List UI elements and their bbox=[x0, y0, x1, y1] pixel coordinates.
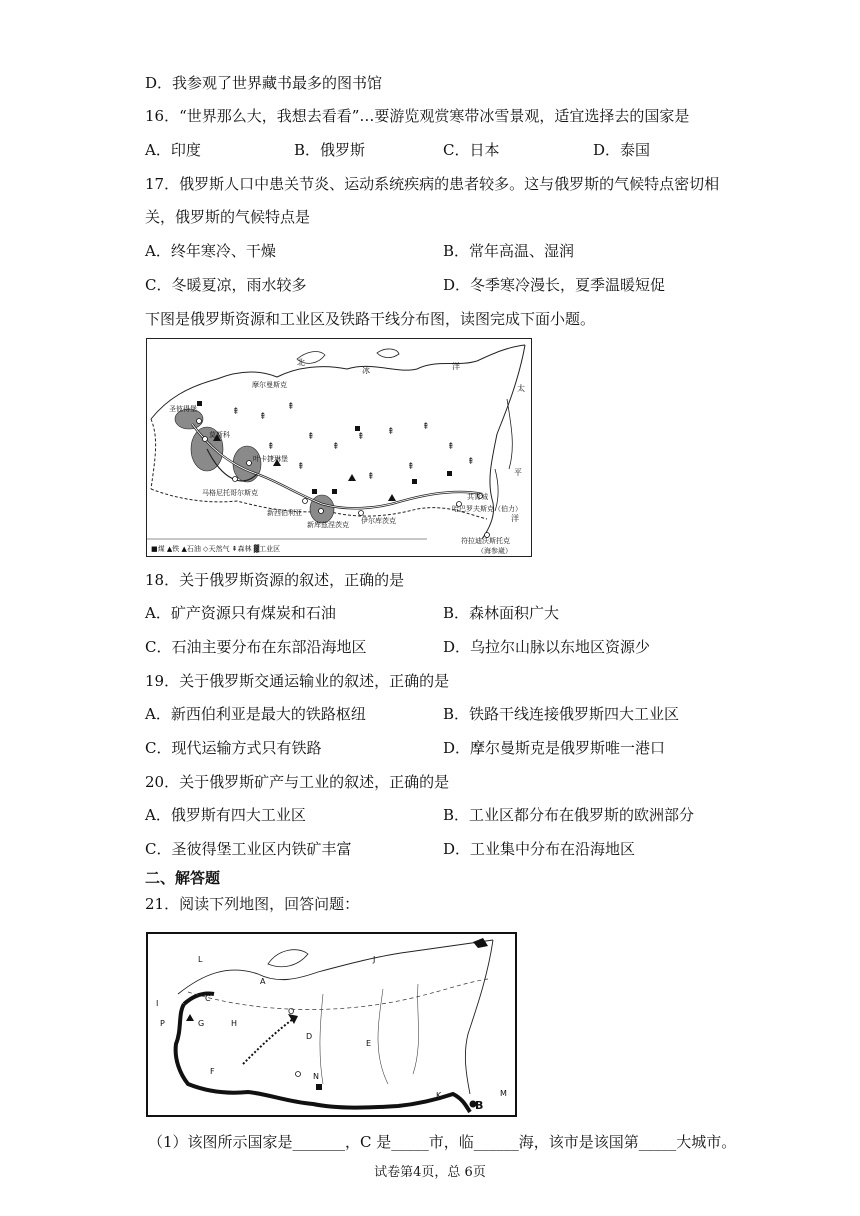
q20-option-c: C．圣彼得堡工业区内铁矿丰富 bbox=[145, 840, 352, 858]
q15-option-d: D．我参观了世界藏书最多的图书馆 bbox=[145, 74, 383, 92]
q17-option-d: D．冬季寒冷漫长，夏季温暖短促 bbox=[443, 276, 666, 294]
russia-letter-map-graphic bbox=[148, 934, 515, 1115]
label-magnitogorsk: 马格尼托哥尔斯克 bbox=[202, 489, 258, 497]
map-letter-b: B bbox=[475, 1099, 484, 1112]
question-21-part1: （1）该图所示国家是_______，C 是_____市，临______海，该市是该国第_____大城市。 bbox=[148, 1133, 737, 1151]
svg-text:⇞: ⇞ bbox=[332, 442, 340, 452]
svg-text:⇞: ⇞ bbox=[307, 432, 315, 442]
q16-option-b: B．俄罗斯 bbox=[294, 141, 366, 159]
label-komsomolsk: 共青城 bbox=[467, 493, 488, 501]
question-19: 19．关于俄罗斯交通运输业的叙述，正确的是 bbox=[145, 672, 450, 690]
label-vladivostok-alt: （海参崴） bbox=[477, 547, 512, 555]
map-letter-n: N bbox=[313, 1072, 319, 1081]
q16-option-a: A．印度 bbox=[145, 141, 201, 159]
q17-option-b: B．常年高温、湿润 bbox=[443, 242, 575, 260]
q20-option-a: A．俄罗斯有四大工业区 bbox=[145, 806, 306, 824]
svg-text:⇞: ⇞ bbox=[357, 432, 365, 442]
map-legend: ■煤 ▲铁 ▲石油 ◇天然气 ⇞森林 ▓工业区 bbox=[151, 545, 281, 553]
label-yekaterinburg: 叶卡捷琳堡 bbox=[253, 455, 288, 463]
russia-letter-map bbox=[146, 932, 517, 1117]
label-moscow: 莫斯科 bbox=[209, 431, 230, 439]
question-17-line1: 17．俄罗斯人口中患关节炎、运动系统疾病的患者较多。这与俄罗斯的气候特点密切相 bbox=[145, 175, 720, 193]
label-pacific-tai: 太 bbox=[517, 384, 525, 393]
svg-text:⇞: ⇞ bbox=[267, 442, 275, 452]
svg-text:⇞: ⇞ bbox=[387, 427, 395, 437]
map-letter-d: D bbox=[306, 1032, 313, 1041]
map-letter-c: C bbox=[205, 994, 211, 1003]
q20-option-b: B．工业区都分布在俄罗斯的欧洲部分 bbox=[443, 806, 695, 824]
map-letter-l: L bbox=[198, 955, 203, 964]
svg-text:⇞: ⇞ bbox=[447, 442, 455, 452]
svg-text:⇞: ⇞ bbox=[407, 462, 415, 472]
q18-option-c: C．石油主要分布在东部沿海地区 bbox=[145, 638, 367, 656]
map-letter-m: M bbox=[500, 1089, 507, 1098]
svg-text:⇞: ⇞ bbox=[287, 402, 295, 412]
q19-option-b: B．铁路干线连接俄罗斯四大工业区 bbox=[443, 705, 680, 723]
svg-text:⇞: ⇞ bbox=[467, 457, 475, 467]
label-murmansk: 摩尔曼斯克 bbox=[252, 381, 287, 389]
q17-option-c: C．冬暖夏凉，雨水较多 bbox=[145, 276, 307, 294]
q19-option-c: C．现代运输方式只有铁路 bbox=[145, 739, 322, 757]
svg-text:⇞: ⇞ bbox=[259, 412, 267, 422]
section-heading-answers: 二、解答题 bbox=[145, 869, 221, 887]
label-arctic-yang: 洋 bbox=[452, 362, 460, 371]
label-pacific-yang: 洋 bbox=[511, 514, 519, 523]
q16-option-c: C．日本 bbox=[443, 141, 500, 159]
russia-resources-map-graphic bbox=[147, 339, 531, 556]
svg-text:⇞: ⇞ bbox=[297, 462, 305, 472]
russia-resources-map bbox=[146, 338, 532, 557]
map-intro: 下图是俄罗斯资源和工业区及铁路干线分布图，读图完成下面小题。 bbox=[145, 310, 596, 328]
map-letter-p: P bbox=[160, 1019, 165, 1028]
svg-text:⇞: ⇞ bbox=[232, 407, 240, 417]
label-khabarovsk: 哈巴罗夫斯克（伯力） bbox=[452, 505, 522, 513]
label-novosibirsk: 新西伯利亚 bbox=[267, 509, 302, 517]
map-letter-a: A bbox=[260, 977, 266, 986]
q16-option-d: D．泰国 bbox=[593, 141, 651, 159]
question-16: 16．“世界那么大，我想去看看”…要游览观赏寒带冰雪景观，适宜选择去的国家是 bbox=[145, 107, 690, 125]
q18-option-d: D．乌拉尔山脉以东地区资源少 bbox=[443, 638, 651, 656]
q18-option-a: A．矿产资源只有煤炭和石油 bbox=[145, 604, 336, 622]
question-21: 21．阅读下列地图，回答问题： bbox=[145, 895, 360, 913]
q18-option-b: B．森林面积广大 bbox=[443, 604, 560, 622]
label-arctic-bing: 冰 bbox=[362, 366, 370, 375]
q17-option-a: A．终年寒冷、干燥 bbox=[145, 242, 276, 260]
label-vladivostok: 符拉迪沃斯托克 bbox=[461, 537, 510, 545]
map-letter-j: J bbox=[373, 955, 376, 964]
question-17-line2: 关，俄罗斯的气候特点是 bbox=[145, 208, 311, 226]
map-letter-g: G bbox=[198, 1019, 205, 1028]
map-letter-i: I bbox=[156, 999, 159, 1008]
question-20: 20．关于俄罗斯矿产与工业的叙述，正确的是 bbox=[145, 773, 450, 791]
label-stpetersburg: 圣彼得堡 bbox=[169, 405, 197, 413]
map-letter-h: H bbox=[231, 1019, 238, 1028]
map-letter-o: O bbox=[288, 1007, 295, 1016]
label-novokuznetsk: 新库兹涅茨克 bbox=[307, 521, 349, 529]
label-arctic-bei: 北 bbox=[297, 358, 305, 367]
svg-text:⇞: ⇞ bbox=[422, 422, 430, 432]
q19-option-a: A．新西伯利亚是最大的铁路枢纽 bbox=[145, 705, 366, 723]
map-letter-k: K bbox=[436, 1091, 442, 1100]
page-footer: 试卷第4页，总 6页 bbox=[374, 1165, 486, 1180]
question-18: 18．关于俄罗斯资源的叙述，正确的是 bbox=[145, 571, 405, 589]
q19-option-d: D．摩尔曼斯克是俄罗斯唯一港口 bbox=[443, 739, 666, 757]
map-letter-e: E bbox=[366, 1039, 372, 1048]
label-pacific-ping: 平 bbox=[514, 468, 522, 477]
svg-text:⇞: ⇞ bbox=[367, 472, 375, 482]
q20-option-d: D．工业集中分布在沿海地区 bbox=[443, 840, 636, 858]
map-letter-f: F bbox=[210, 1067, 215, 1076]
label-irkutsk: 伊尔库茨克 bbox=[361, 517, 396, 525]
